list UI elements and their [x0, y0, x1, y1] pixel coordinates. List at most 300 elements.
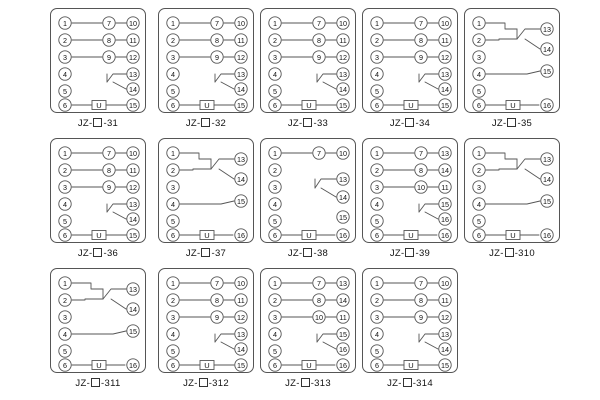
wire	[517, 29, 540, 49]
terminal-10	[337, 147, 349, 159]
diagram-panel	[464, 138, 560, 243]
svg-text:16: 16	[441, 215, 449, 224]
svg-text:9: 9	[419, 313, 423, 322]
svg-text:12: 12	[441, 313, 449, 322]
diagram-jz-310	[464, 138, 560, 243]
svg-text:2: 2	[375, 296, 379, 305]
wire	[72, 283, 103, 289]
terminal-8	[415, 34, 427, 46]
svg-text:10: 10	[339, 19, 347, 28]
svg-text:14: 14	[237, 175, 245, 184]
terminal-7	[313, 17, 325, 29]
coil-symbol	[404, 361, 418, 371]
caption-square	[199, 378, 208, 387]
svg-text:7: 7	[317, 279, 321, 288]
diagram-caption	[260, 118, 356, 129]
terminal-11	[235, 34, 247, 46]
diagram-caption	[464, 118, 560, 129]
svg-text:3: 3	[477, 183, 481, 192]
terminal-15	[127, 99, 139, 111]
svg-text:13: 13	[237, 155, 245, 164]
svg-text:14: 14	[129, 85, 137, 94]
svg-text:U: U	[306, 101, 312, 110]
terminal-13	[541, 153, 553, 165]
svg-text:1: 1	[171, 149, 175, 158]
svg-text:11: 11	[129, 36, 137, 45]
caption-prefix: JZ-	[287, 248, 303, 259]
svg-text:5: 5	[375, 87, 379, 96]
terminal-14	[337, 294, 349, 306]
diagram-jz-312	[158, 268, 254, 373]
svg-text:1: 1	[171, 279, 175, 288]
svg-text:U: U	[96, 361, 102, 370]
svg-text:U: U	[510, 231, 516, 240]
coil-symbol	[302, 101, 316, 111]
svg-text:3: 3	[171, 53, 175, 62]
terminal-16	[439, 213, 451, 225]
diagram-panel	[50, 138, 146, 243]
svg-text:6: 6	[375, 101, 379, 110]
caption-square	[405, 248, 414, 257]
svg-text:5: 5	[171, 87, 175, 96]
terminal-4	[269, 198, 281, 210]
terminal-13	[337, 277, 349, 289]
svg-text:U: U	[408, 231, 414, 240]
svg-text:6: 6	[273, 231, 277, 240]
wire	[107, 74, 126, 89]
diagram-panel	[50, 8, 146, 113]
diagram-jz-35	[464, 8, 560, 113]
svg-text:U: U	[204, 231, 210, 240]
svg-text:6: 6	[171, 101, 175, 110]
svg-text:12: 12	[237, 53, 245, 62]
svg-text:3: 3	[375, 183, 379, 192]
svg-text:5: 5	[171, 217, 175, 226]
terminal-10	[439, 277, 451, 289]
terminal-1	[269, 147, 281, 159]
terminal-7	[415, 147, 427, 159]
svg-text:4: 4	[375, 70, 379, 79]
svg-text:14: 14	[441, 345, 449, 354]
svg-text:13: 13	[339, 279, 347, 288]
terminal-1	[371, 147, 383, 159]
svg-text:14: 14	[237, 345, 245, 354]
terminal-6	[59, 359, 71, 371]
terminal-1	[59, 277, 71, 289]
wire	[315, 179, 336, 197]
svg-text:1: 1	[63, 19, 67, 28]
terminal-14	[235, 83, 247, 95]
diagram-caption	[158, 378, 254, 389]
svg-text:10: 10	[237, 279, 245, 288]
svg-text:1: 1	[375, 19, 379, 28]
svg-text:12: 12	[237, 313, 245, 322]
terminal-4	[269, 328, 281, 340]
terminal-13	[235, 153, 247, 165]
svg-text:5: 5	[375, 347, 379, 356]
svg-text:6: 6	[477, 231, 481, 240]
svg-text:15: 15	[441, 101, 449, 110]
terminal-16	[127, 359, 139, 371]
diagram-caption	[362, 378, 458, 389]
terminal-2	[167, 294, 179, 306]
svg-text:2: 2	[63, 166, 67, 175]
caption-square	[91, 378, 100, 387]
svg-text:1: 1	[63, 149, 67, 158]
terminal-10	[313, 311, 325, 323]
svg-text:6: 6	[63, 101, 67, 110]
svg-text:3: 3	[171, 183, 175, 192]
terminal-8	[211, 294, 223, 306]
diagram-panel	[158, 8, 254, 113]
terminal-12	[127, 181, 139, 193]
svg-text:13: 13	[237, 70, 245, 79]
terminal-6	[371, 229, 383, 241]
terminal-15	[127, 325, 139, 337]
svg-text:6: 6	[273, 101, 277, 110]
terminal-10	[235, 17, 247, 29]
svg-text:10: 10	[315, 313, 323, 322]
svg-text:2: 2	[273, 296, 277, 305]
diagram-jz-37	[158, 138, 254, 243]
diagram-caption	[260, 248, 356, 259]
wire	[419, 74, 438, 89]
terminal-15	[337, 328, 349, 340]
svg-text:6: 6	[477, 101, 481, 110]
diagram-caption	[362, 118, 458, 129]
caption-suffix: -312	[208, 378, 229, 389]
svg-text:4: 4	[63, 200, 67, 209]
coil-symbol	[302, 231, 316, 241]
caption-prefix: JZ-	[287, 118, 303, 129]
terminal-10	[415, 181, 427, 193]
terminal-2	[167, 164, 179, 176]
terminal-2	[371, 164, 383, 176]
svg-text:4: 4	[273, 70, 277, 79]
caption-prefix: JZ-	[387, 378, 402, 389]
coil-symbol	[92, 361, 106, 371]
caption-suffix: -37	[211, 248, 227, 259]
svg-text:14: 14	[339, 85, 347, 94]
svg-text:2: 2	[273, 36, 277, 45]
terminal-12	[235, 51, 247, 63]
terminal-7	[103, 147, 115, 159]
svg-text:6: 6	[63, 361, 67, 370]
terminal-5	[473, 215, 485, 227]
terminal-2	[59, 164, 71, 176]
caption-prefix: JZ-	[389, 248, 405, 259]
terminal-15	[541, 195, 553, 207]
terminal-9	[313, 51, 325, 63]
terminal-4	[371, 198, 383, 210]
diagram-jz-313	[260, 268, 356, 373]
terminal-3	[473, 181, 485, 193]
svg-text:13: 13	[441, 70, 449, 79]
terminal-8	[313, 294, 325, 306]
terminal-11	[337, 34, 349, 46]
terminal-3	[59, 311, 71, 323]
terminal-16	[337, 229, 349, 241]
terminal-16	[337, 359, 349, 371]
wire	[211, 159, 234, 179]
svg-text:4: 4	[477, 70, 481, 79]
svg-text:7: 7	[317, 149, 321, 158]
caption-suffix: -31	[103, 118, 119, 129]
svg-text:2: 2	[375, 36, 379, 45]
svg-text:15: 15	[237, 101, 245, 110]
terminal-13	[439, 68, 451, 80]
wire	[486, 23, 517, 29]
svg-text:13: 13	[129, 200, 137, 209]
svg-text:U: U	[96, 231, 102, 240]
caption-prefix: JZ-	[285, 378, 300, 389]
terminal-13	[337, 68, 349, 80]
caption-suffix: -32	[211, 118, 227, 129]
caption-square	[303, 248, 312, 257]
terminal-2	[371, 294, 383, 306]
svg-text:3: 3	[273, 313, 277, 322]
svg-text:7: 7	[419, 19, 423, 28]
terminal-4	[473, 68, 485, 80]
terminal-11	[439, 181, 451, 193]
wire	[486, 169, 517, 170]
terminal-13	[127, 283, 139, 295]
terminal-3	[269, 51, 281, 63]
terminal-7	[103, 17, 115, 29]
wire	[72, 299, 103, 300]
diagram-jz-34	[362, 8, 458, 113]
terminal-4	[167, 198, 179, 210]
svg-text:13: 13	[543, 25, 551, 34]
terminal-15	[439, 99, 451, 111]
diagram-panel	[464, 8, 560, 113]
terminal-13	[235, 328, 247, 340]
coil-symbol	[506, 101, 520, 111]
terminal-15	[337, 99, 349, 111]
wire	[517, 159, 540, 179]
terminal-3	[269, 181, 281, 193]
wire	[180, 201, 234, 204]
svg-text:1: 1	[273, 19, 277, 28]
svg-text:9: 9	[317, 53, 321, 62]
terminal-3	[269, 311, 281, 323]
caption-square	[405, 118, 414, 127]
terminal-4	[371, 68, 383, 80]
svg-text:3: 3	[63, 183, 67, 192]
terminal-8	[103, 34, 115, 46]
svg-text:4: 4	[171, 70, 175, 79]
svg-text:2: 2	[477, 36, 481, 45]
terminal-15	[337, 211, 349, 223]
terminal-14	[127, 303, 139, 315]
wire	[180, 153, 211, 159]
caption-suffix: -34	[415, 118, 431, 129]
coil-symbol	[404, 231, 418, 241]
terminal-8	[211, 34, 223, 46]
svg-text:14: 14	[339, 296, 347, 305]
caption-square	[93, 248, 102, 257]
caption-prefix: JZ-	[489, 248, 504, 259]
terminal-6	[473, 99, 485, 111]
svg-text:9: 9	[107, 53, 111, 62]
diagram-jz-32	[158, 8, 254, 113]
svg-text:15: 15	[543, 197, 551, 206]
svg-text:7: 7	[419, 279, 423, 288]
terminal-6	[473, 229, 485, 241]
svg-text:8: 8	[215, 36, 219, 45]
terminal-2	[269, 294, 281, 306]
svg-text:14: 14	[129, 305, 137, 314]
terminal-6	[59, 99, 71, 111]
caption-suffix: -38	[313, 248, 329, 259]
terminal-7	[313, 277, 325, 289]
diagram-jz-314	[362, 268, 458, 373]
svg-text:U: U	[96, 101, 102, 110]
svg-text:8: 8	[419, 296, 423, 305]
svg-text:7: 7	[107, 149, 111, 158]
svg-text:7: 7	[107, 19, 111, 28]
terminal-5	[473, 85, 485, 97]
terminal-5	[269, 85, 281, 97]
diagram-jz-36	[50, 138, 146, 243]
terminal-11	[337, 311, 349, 323]
svg-text:2: 2	[63, 36, 67, 45]
svg-text:12: 12	[129, 53, 137, 62]
terminal-5	[371, 85, 383, 97]
coil-symbol	[404, 101, 418, 111]
terminal-2	[473, 34, 485, 46]
svg-text:6: 6	[273, 361, 277, 370]
svg-text:13: 13	[543, 155, 551, 164]
svg-text:8: 8	[215, 296, 219, 305]
terminal-1	[473, 17, 485, 29]
terminal-14	[439, 343, 451, 355]
terminal-12	[235, 311, 247, 323]
svg-text:7: 7	[317, 19, 321, 28]
terminal-15	[439, 198, 451, 210]
caption-suffix: -35	[517, 118, 533, 129]
diagram-caption	[158, 118, 254, 129]
terminal-5	[269, 345, 281, 357]
terminal-12	[127, 51, 139, 63]
svg-text:U: U	[408, 101, 414, 110]
terminal-8	[313, 34, 325, 46]
terminal-2	[269, 164, 281, 176]
svg-text:2: 2	[63, 296, 67, 305]
caption-suffix: -33	[313, 118, 329, 129]
svg-text:7: 7	[215, 279, 219, 288]
terminal-1	[167, 17, 179, 29]
terminal-9	[103, 181, 115, 193]
caption-square	[403, 378, 412, 387]
svg-text:15: 15	[543, 67, 551, 76]
svg-text:U: U	[408, 361, 414, 370]
caption-prefix: JZ-	[389, 118, 405, 129]
svg-text:6: 6	[63, 231, 67, 240]
terminal-6	[269, 229, 281, 241]
svg-text:10: 10	[441, 279, 449, 288]
terminal-8	[415, 294, 427, 306]
terminal-13	[439, 328, 451, 340]
terminal-15	[439, 359, 451, 371]
svg-text:7: 7	[419, 149, 423, 158]
svg-text:3: 3	[273, 53, 277, 62]
svg-text:2: 2	[171, 36, 175, 45]
svg-text:4: 4	[273, 200, 277, 209]
terminal-3	[473, 51, 485, 63]
svg-text:6: 6	[375, 231, 379, 240]
svg-text:14: 14	[543, 175, 551, 184]
terminal-6	[371, 99, 383, 111]
terminal-5	[59, 85, 71, 97]
terminal-14	[127, 213, 139, 225]
svg-text:13: 13	[339, 175, 347, 184]
caption-prefix: JZ-	[75, 378, 91, 389]
terminal-16	[541, 229, 553, 241]
wire	[180, 169, 211, 170]
svg-text:2: 2	[171, 166, 175, 175]
wire	[317, 334, 336, 349]
terminal-13	[439, 147, 451, 159]
terminal-15	[127, 229, 139, 241]
svg-text:4: 4	[375, 330, 379, 339]
svg-text:5: 5	[477, 217, 481, 226]
terminal-9	[211, 311, 223, 323]
terminal-2	[59, 34, 71, 46]
wire	[72, 331, 126, 334]
svg-text:2: 2	[171, 296, 175, 305]
diagram-jz-31	[50, 8, 146, 113]
terminal-4	[167, 68, 179, 80]
svg-text:8: 8	[107, 36, 111, 45]
svg-text:16: 16	[543, 231, 551, 240]
svg-text:10: 10	[129, 149, 137, 158]
svg-text:11: 11	[129, 166, 137, 175]
svg-text:16: 16	[441, 231, 449, 240]
svg-text:12: 12	[441, 53, 449, 62]
svg-text:3: 3	[375, 313, 379, 322]
terminal-1	[167, 147, 179, 159]
svg-text:10: 10	[129, 19, 137, 28]
terminal-3	[167, 51, 179, 63]
terminal-10	[337, 17, 349, 29]
caption-square	[301, 378, 310, 387]
terminal-13	[127, 198, 139, 210]
svg-text:2: 2	[375, 166, 379, 175]
svg-text:14: 14	[129, 215, 137, 224]
coil-symbol	[200, 101, 214, 111]
terminal-9	[211, 51, 223, 63]
terminal-7	[211, 17, 223, 29]
caption-prefix: JZ-	[185, 118, 201, 129]
svg-text:U: U	[204, 361, 210, 370]
terminal-1	[371, 277, 383, 289]
svg-text:14: 14	[237, 85, 245, 94]
terminal-10	[235, 277, 247, 289]
terminal-5	[59, 345, 71, 357]
terminal-5	[59, 215, 71, 227]
svg-text:9: 9	[419, 53, 423, 62]
svg-text:1: 1	[477, 149, 481, 158]
terminal-6	[59, 229, 71, 241]
svg-text:8: 8	[317, 36, 321, 45]
coil-symbol	[506, 231, 520, 241]
diagram-caption	[260, 378, 356, 389]
terminal-14	[541, 43, 553, 55]
terminal-9	[103, 51, 115, 63]
terminal-14	[235, 173, 247, 185]
svg-text:7: 7	[215, 19, 219, 28]
